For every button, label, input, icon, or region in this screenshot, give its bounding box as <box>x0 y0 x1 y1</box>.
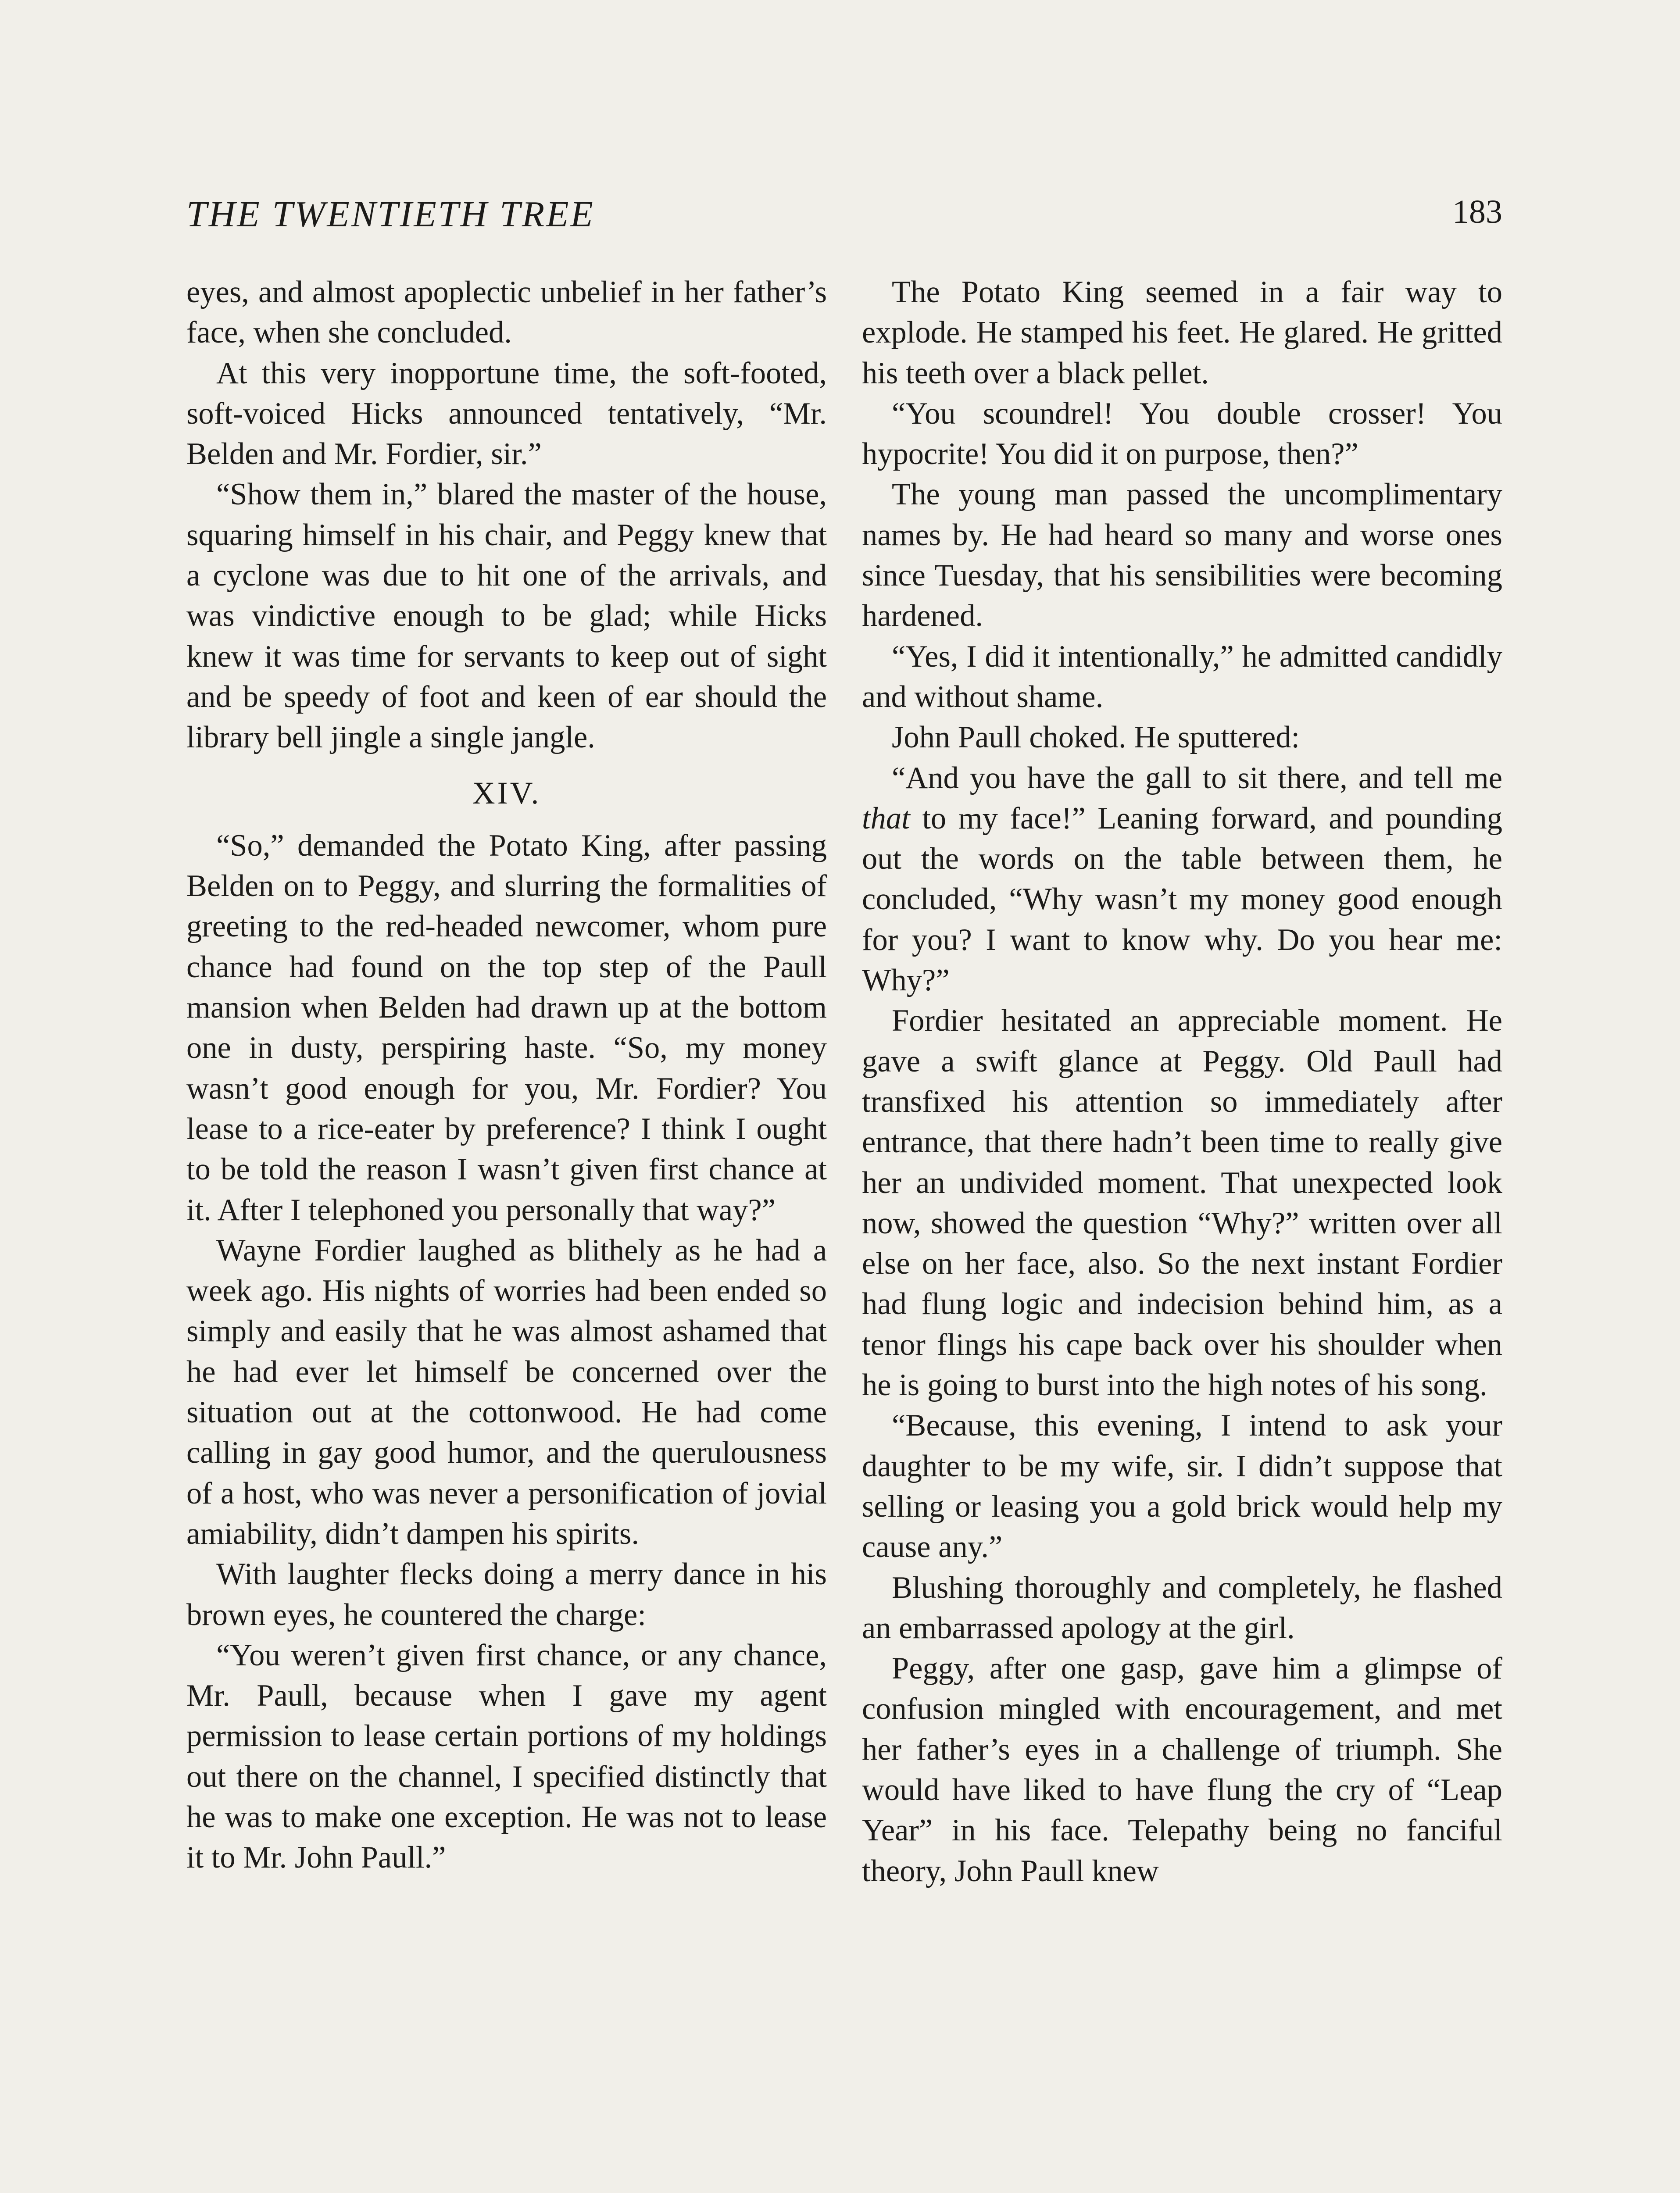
paragraph: Blushing thoroughly and completely, he flashed an embarrassed apology at the girl. <box>862 1570 1502 1645</box>
running-head <box>186 193 1502 241</box>
paragraph: Peggy, after one gasp, gave him a glimpse of confusion mingled with encouragement, and met her father’s eyes in a challenge of triumph. She would have liked to have flung the cry of “Leap Year” in his face. Telepathy being no fanciful theory, John Paull knew <box>862 1651 1502 1888</box>
paragraph: John Paull choked. He sputtered: <box>892 720 1300 755</box>
paragraph: “So,” demanded the Potato King, after passing Belden on to Peggy, and slurring the formalities of greeting to the red-headed newcomer, whom pure chance had found on the top step of the Paull mansion when Belden had drawn up at the bottom one in dusty, perspiring haste. “So, my money wasn’t good enough for you, Mr. Fordier? You lease to a rice-eater by preference? I think I ought to be told the reason I wasn’t given first chance at it. After I telephoned you personally that way?” <box>186 828 827 1227</box>
emphasized-word: that <box>862 801 910 836</box>
paragraph: “Show them in,” blared the master of the house, squaring himself in his chair, and Peggy knew that a cyclone was due to hit one of the arrivals, and was vindictive enough to be glad; while Hicks knew it was time for servants to keep out of sight and be speedy of foot and keen of ear should the library bell jingle a single jangle. <box>186 477 827 755</box>
page-number: 183 <box>1452 193 1502 230</box>
paragraph: “You scoundrel! You double crosser! You hypocrite! You did it on purpose, then?” <box>862 396 1502 471</box>
paragraph: The Potato King seemed in a fair way to explode. He stamped his feet. He glared. He gritted his teeth over a black pellet. <box>862 275 1502 390</box>
text-run: to my face!” Leaning forward, and pounding out the words on the table between them, he concluded, “Why wasn’t my money good enough for you? I want to know why. Do you hear me: Why?” <box>862 801 1502 998</box>
paragraph: eyes, and almost apoplectic unbelief in her father’s face, when she concluded. <box>186 275 827 350</box>
paragraph: “Yes, I did it intentionally,” he admitted candidly and without shame. <box>862 639 1502 714</box>
left-text-column <box>186 272 827 1878</box>
paragraph <box>862 758 1502 1001</box>
paragraph: The young man passed the uncomplimentary names by. He had heard so many and worse ones since Tuesday, that his sensibilities were becoming hardened. <box>862 477 1502 633</box>
paragraph: With laughter flecks doing a merry dance in his brown eyes, he countered the charge: <box>186 1557 827 1632</box>
paragraph: “You weren’t given first chance, or any chance, Mr. Paull, because when I gave my agent permission to lease certain portions of my holdings out there on the channel, I specified distinctly that he was to make one exception. He was not to lease it to Mr. John Paull.” <box>186 1638 827 1875</box>
paragraph: “Because, this evening, I intend to ask your daughter to be my wife, sir. I didn’t suppose that selling or leasing you a gold brick would help my cause any.” <box>862 1408 1502 1564</box>
right-text-column <box>862 272 1502 1891</box>
paragraph: Wayne Fordier laughed as blithely as he had a week ago. His nights of worries had been ended so simply and easily that he was almost ashamed that he had ever let himself be concerned over the situation out at the cottonwood. He had come calling in gay good humor, and the querulousness of a host, who was never a personification of jovial amiability, didn’t dampen his spirits. <box>186 1233 827 1551</box>
text-run: “And you have the gall to sit there, and tell me <box>892 761 1502 795</box>
paragraph: Fordier hesitated an appreciable moment. He gave a swift glance at Peggy. Old Paull had transfixed his attention so immediately after entrance, that there hadn’t been time to really give her an undivided moment. That unexpected look now, showed the question “Why?” written over all else on her face, also. So the next instant Fordier had flung logic and indecision behind him, as a tenor flings his cape back over his shoulder when he is going to burst into the high notes of his song. <box>862 1004 1502 1403</box>
chapter-heading: XIV. <box>472 775 541 811</box>
running-title: THE TWENTIETH TREE <box>186 194 595 235</box>
paragraph: At this very inopportune time, the soft-footed, soft-voiced Hicks announced tentatively, “Mr. Belden and Mr. Fordier, sir.” <box>186 356 827 471</box>
